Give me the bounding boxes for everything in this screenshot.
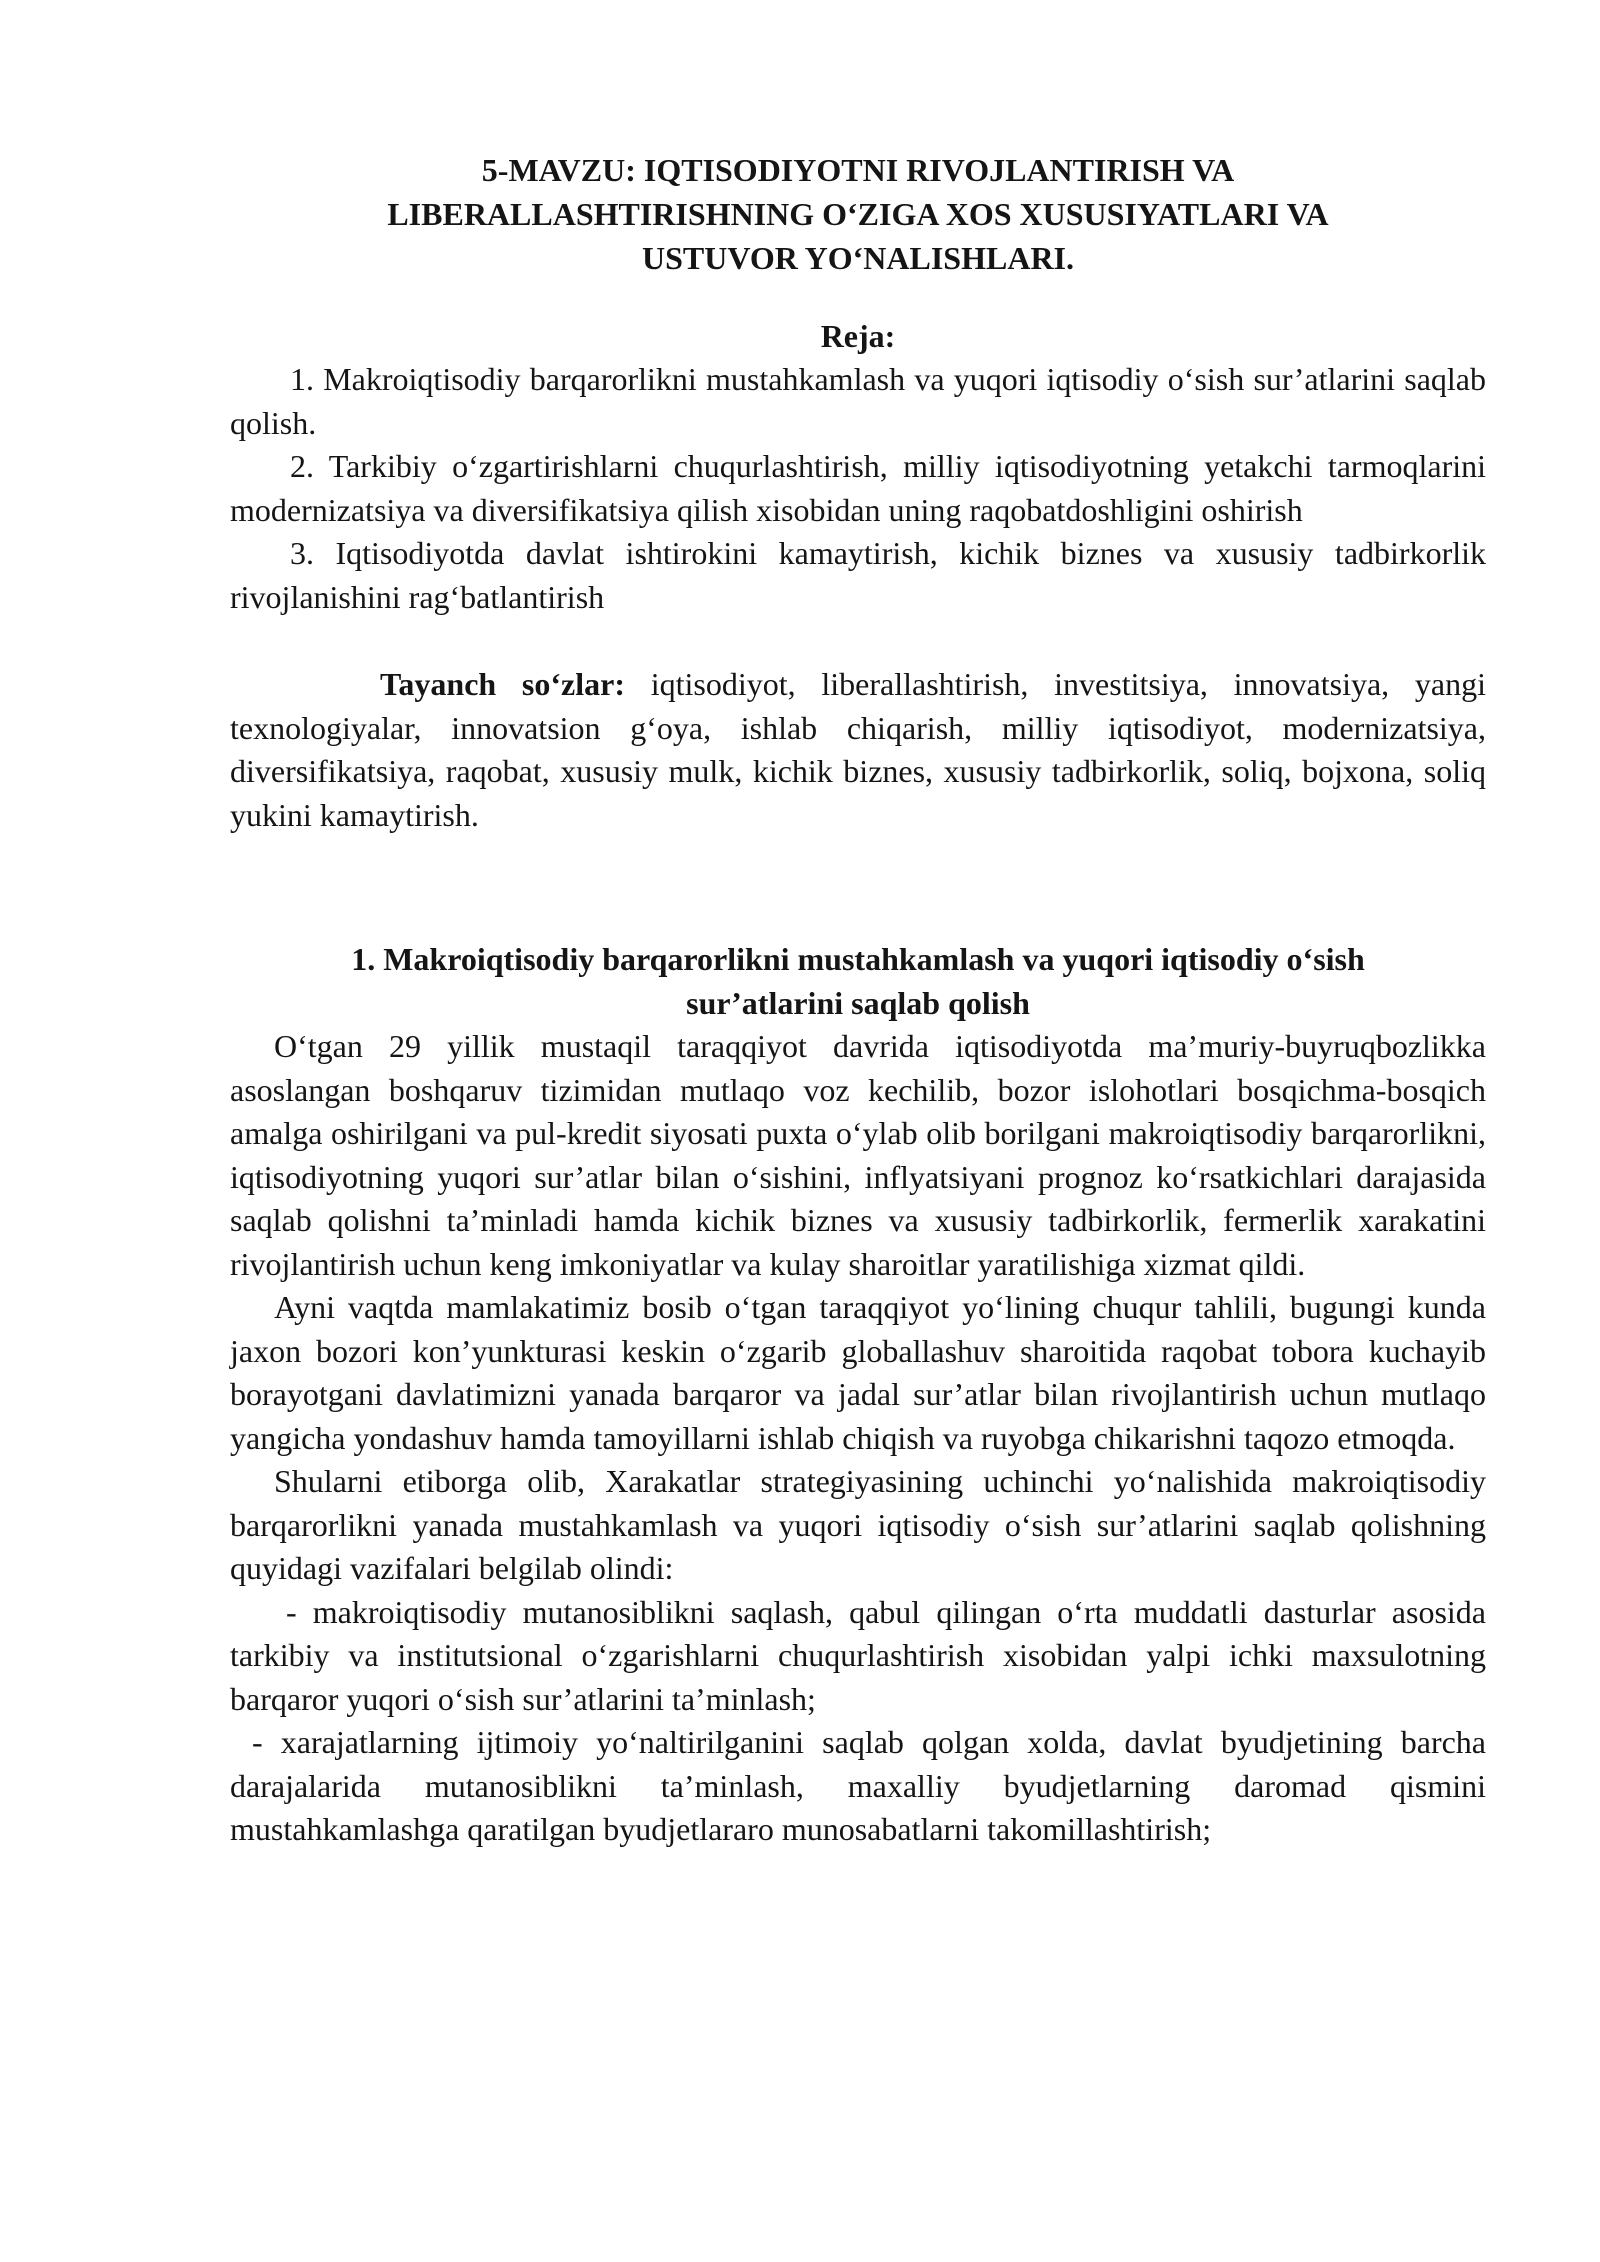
section-body — [230, 1025, 1486, 1852]
plan-item: 2. Tarkibiy o‘zgartirishlarni chuqurlashtirish, milliy iqtisodiyotning yetakchi tarmoqlarini modernizatsiya va diversifikatsiya qilish xisobidan uning raqobatdoshligini oshirish — [230, 448, 1486, 528]
bullet-item: - makroiqtisodiy mutanosiblikni saqlash, qabul qilingan o‘rta muddatli dasturlar asosida tarkibiy va institutsional o‘zgarishlarni chuqurlashtirish xisobidan yalpi ichki maxsulotning barqaror yuqori o‘sish sur’atlarini ta’minlash; — [230, 1593, 1486, 1717]
plan-heading: Reja: — [820, 318, 896, 354]
plan-section — [230, 314, 1486, 619]
section-heading — [230, 937, 1486, 1025]
keywords-label: Tayanch so‘zlar: — [380, 666, 625, 702]
body-paragraph: O‘tgan 29 yillik mustaqil taraqqiyot davrida iqtisodiyotda ma’muriy-buyruqbozlikka asoslangan boshqaruv tizimidan mutlaqo voz kechilib, bozor islohotlari bosqichma-bosqich amalga oshirilgani va pul-kredit siyosati puxta o‘ylab olib borilgani makroiqtisodiy barqarorlikni, iqtisodiyotning yuqori sur’atlar bilan o‘sishini, inflyatsiyani prognoz ko‘rsatkichlari darajasida saqlab qolishni ta’minladi hamda kichik biznes va xususiy tadbirkorlik, fermerlik xarakatini rivojlantirish uchun keng imkoniyatlar va kulay sharoitlar yaratilishiga xizmat qildi. — [230, 1028, 1486, 1282]
section-heading-line: sur’atlarini saqlab qolish — [686, 985, 1030, 1021]
plan-item: 3. Iqtisodiyotda davlat ishtirokini kamaytirish, kichik biznes va xususiy tadbirkorlik rivojlanishini rag‘batlantirish — [230, 535, 1486, 615]
plan-item: 1. Makroiqtisodiy barqarorlikni mustahkamlash va yuqori iqtisodiy o‘sish sur’atlarini saqlab qolish. — [230, 361, 1486, 441]
section-heading-line: 1. Makroiqtisodiy barqarorlikni mustahkamlash va yuqori iqtisodiy o‘sish — [351, 941, 1365, 977]
title-line: USTUVOR YO‘NALISHLARI. — [641, 240, 1074, 276]
document-page — [230, 148, 1486, 1852]
title-line: LIBERALLASHTIRISHNING O‘ZIGA XOS XUSUSIYATLARI VA — [387, 196, 1329, 232]
document-title — [230, 148, 1486, 280]
keywords-paragraph — [230, 663, 1486, 837]
body-paragraph: Ayni vaqtda mamlakatimiz bosib o‘tgan taraqqiyot yo‘lining chuqur tahlili, bugungi kunda jaxon bozori kon’yunkturasi keskin o‘zgarib globallashuv sharoitida raqobat tobora kuchayib borayotgani davlatimizni yanada barqaror va jadal sur’atlar bilan rivojlantirish uchun mutlaqo yangicha yondashuv hamda tamoyillarni ishlab chiqish va ruyobga chikarishni taqozo etmoqda. — [230, 1289, 1486, 1456]
title-line: 5-MAVZU: IQTISODIYOTNI RIVOJLANTIRISH VA — [481, 152, 1235, 188]
bullet-item: - xarajatlarning ijtimoiy yo‘naltirilganini saqlab qolgan xolda, davlat byudjetining barcha darajalarida mutanosiblikni ta’minlash, maxalliy byudjetlarning daromad qismini mustahkamlashga qaratilgan byudjetlararo munosabatlarni takomillashtirish; — [230, 1724, 1486, 1847]
body-paragraph: Shularni etiborga olib, Xarakatlar strategiyasining uchinchi yo‘nalishida makroiqtisodiy barqarorlikni yanada mustahkamlash va yuqori iqtisodiy o‘sish sur’atlarini saqlab qolishning quyidagi vazifalari belgilab olindi: — [230, 1463, 1486, 1586]
keywords-text: iqtisodiyot, liberallashtirish, investitsiya, innovatsiya, yangi texnologiyalar, innovatsion g‘oya, ishlab chiqarish, milliy iqtisodiyot, modernizatsiya, diversifikatsiya, raqobat, xususiy mulk, kichik biznes, xususiy tadbirkorlik, soliq, bojxona, soliq yukini kamaytirish. — [230, 666, 1487, 833]
